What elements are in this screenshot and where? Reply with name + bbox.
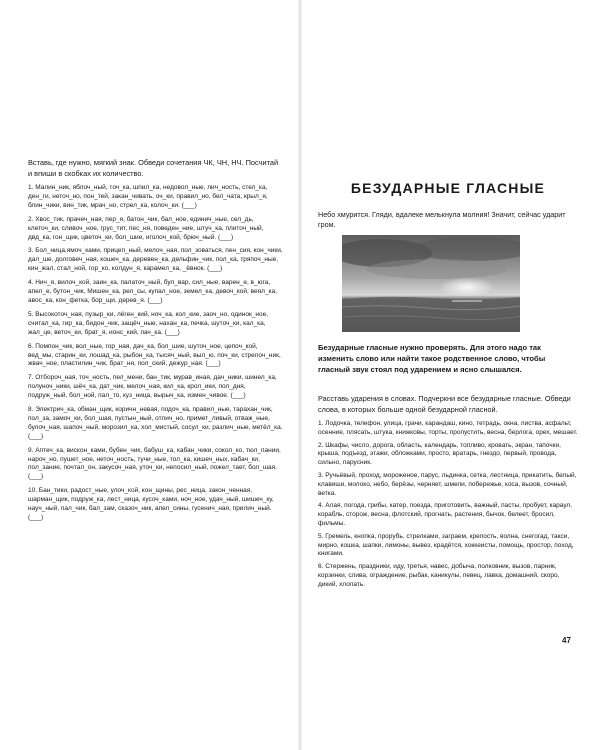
- exercise-item: 2. Шкафы, число, дорога, область, календарь, топливо, кровать, экран, тапочки, крыша, подъезд, этажи, обложками, просто, вратарь, гнездо, первый, провода, сильно, парусник.: [318, 441, 561, 467]
- exercise-item: 1. Малин_ник, яблоч_ный, точ_ка, шпил_ка, недовол_ные, лич_ность, стел_ка, ден_ги, неточ_но, пон_тей, закан_чивать, оч_ки, правил_но, бел_чата, крыл_я, блин_чики, вин_тик, мрач_но, стрел_ка, колоч_ки. (___): [28, 184, 268, 209]
- lead-text: Небо хмурится. Гляди, вдалеке мелькнула молния! Значит, сейчас ударит гром.: [318, 210, 566, 229]
- right-page: [300, 0, 600, 750]
- page-title: БЕЗУДАРНЫЕ ГЛАСНЫЕ: [350, 180, 546, 196]
- exercise-item: 6. Помпон_чик, вол_ные, гор_ная, дач_ка, бол_шие, шуточ_ное, цепоч_кой, вед_мы, старин_ки, лошад_ка, рыбон_ка, тысяч_ный, выл_ю, поч_ки, стрелоч_ник, жвач_ное, пластилин_чик, брат_ня, пол_ский, дежур_ная. (___): [28, 342, 281, 368]
- instructions: Вставь, где нужно, мягкий знак. Обведи сочетания ЧК, ЧН, НЧ. Посчитай и впиши в скобках их количество.: [28, 158, 279, 178]
- exercise-item: 6. Стержень, праздники, иду, третья, навес, добыча, полковник, вызов, парник, корзинки, слива, ограждение, рыбак, каникулы, певец, лавка, домашний, скоро, дикий, хлопать.: [318, 563, 560, 588]
- exercise-column: [28, 158, 283, 528]
- exercise-item: 2. Хвос_тик, прачеч_ная, пер_я, батон_чик, бал_ное, единич_ные, сел_дь, клеточ_ки, сливоч_ное, грус_тит, пес_ня, поведен_ние, штуч_ка, плиточ_ный, двд_ка, гон_щик, цветоч_ки, бол_шие, иголоч_кой, брюч_ный. (___): [28, 215, 264, 241]
- exercise-item: 1. Лодочка, телефон, улица, грачи, карандаш, кино, тетрадь, окна, листва, асфальт, осенние, плясать, штука, книжковы, торты, пропустить, весна, берлога, орех, мешает.: [318, 420, 578, 436]
- heading-block: [318, 180, 578, 230]
- exercise-list: [318, 420, 578, 594]
- exercise-item: 3. Ручьёвый, проход, мороженое, парус, льдинка, сетка, лестница, прикатить, белый, клавиши, молоко, небо, берёзы, черняет, шмели, побережье, коса, вызов, сочный, ветка.: [318, 471, 577, 497]
- task-instructions: Расставь ударения в словах. Подчеркни все безударные гласные. Обведи слова, в которых больше одной безударной гласной.: [318, 394, 571, 414]
- exercise-item: 7. Отбороч_ная, точ_ность, пел_мени, бан_тик, мурав_иная, дач_ники, шинел_ка, полуноч_ники, шёч_ка, дат_чик, мелоч_ная, кил_ка, крол_ики, пол_дня, подруж_ный, бол_ной, пал_то, куз_ница, вырыч_ка, измен_чивое. (___): [28, 374, 277, 400]
- exercise-item: 5. Гремель, кнопка, прорубь, стрелками, заграем, крепость, волна, снегогад, такси, мирно, кошка, шапки, лимоны, вывез, крадётся, хоккеисты, помощь, простор, поход, книгами.: [318, 532, 574, 558]
- exercise-item: 9. Аптеч_ка, вискон_ками, бубен_чик, бабуш_ка, кабан_чики, сокол_ко, тюл_пании, нароч_но, пушет_ное, неточ_ность, тучи_ные, тол_ка, кишеч_ных, кабач_ки, пол_зание, почтал_он, закусоч_ная, уточ_ки, непосил_ный, пожел_тает, бол_шая. (___): [28, 446, 281, 481]
- exercise-item: 4. Нич_я, вилоч_кой, заин_ка, палаточ_ный, бул_вар, сил_ные, варен_е, в_юга, апел_е, бутон_чик, Мишен_ка, рел_сы, купал_ное, земел_ка, девоч_кой, веял_ка, авос_ка, кон_фетка, бор_щи, дерев_я. (___): [28, 279, 277, 304]
- exercise-item: 3. Бол_ница,ямоч_ками, прицеп_ный, мелоч_ная, пол_зоваться, пен_сия, кон_чики, дал_ше, долговеч_ная, кошеч_ка, деревен_ка, дельфин_чик, пол_ка, тряпоч_ные, кин_жал, стал_ной, гор_ко, колдун_я, карамел_ка, _ёвнок. (___): [28, 247, 283, 273]
- storm-sea-photo: [342, 235, 520, 332]
- exercise-item: 10. Бан_тики, радост_ные, улоч_кой, кон_щины, рес_ница, закон_ченная, шарман_щик, подруж_ка, лест_ница, кусоч_ками, ноч_ное, удач_ный, шишеч_ку, науч_ный, пал_чик, бал_зам, сказоч_ник, апел_сины, гусенич_ная, прилич_ный. (___): [28, 487, 274, 521]
- exercise-item: 5. Высокоточ_ная, пузыр_ки, лёген_кий, ноч_ка, кол_кие, заоч_но, одинок_ное, считал_ка, гир_ка, бидон_чик, защёч_ные, нахан_ка, печка, шуточ_ки, кал_ка, жал_це, веточ_ки, брат_я, ионс_кий, пач_ка. (___): [28, 310, 269, 336]
- rule-text: Безударные гласные нужно проверять. Для этого надо так изменить слово или найти такое родственное слово, чтобы гласный звук стоял под ударением и ясно слышался.: [318, 343, 546, 374]
- exercise-item: 4. Алая, погода, грибы, катер, поезда, приготовить, важный, пасты, пробует, караул, корабль, сторож, весна, флотский, прогнать, растения, бычок, белеет, бросил, фильмы.: [318, 502, 573, 527]
- page-number: 47: [562, 636, 571, 645]
- exercise-item: 8. Электрич_ка, обман_щик, коричн_невая, подоч_ка, правил_ные, тарахан_чик, пол_за, замоч_ки, бол_шая, пустын_ный, отлич_но, примет_ливый, отваж_ные, булоч_ная, шапоч_ный, морозил_ка, хол_мистый, сосул_ки, различ_ные, метёл_ка. (___): [28, 406, 283, 440]
